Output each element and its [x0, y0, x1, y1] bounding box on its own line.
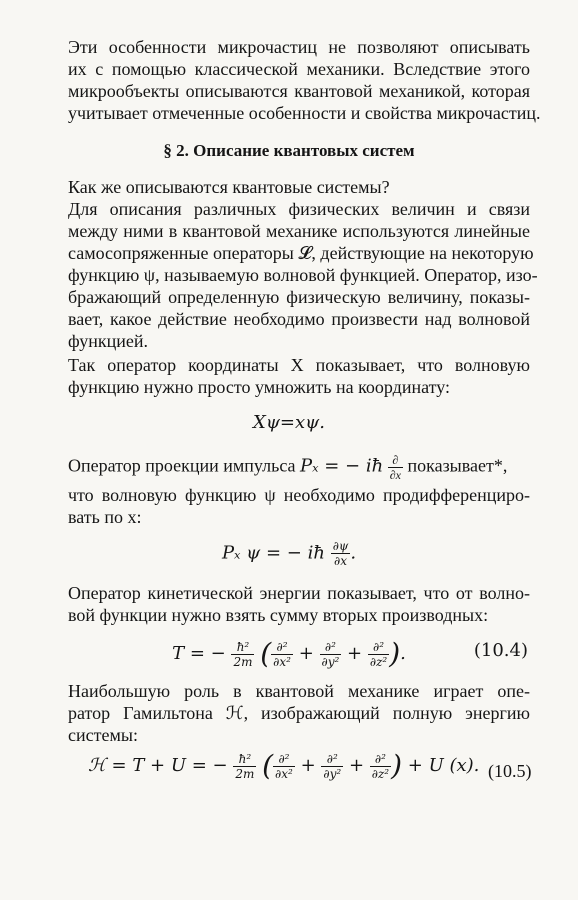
para1-line-4: функцию ψ, называемую волновой функцией. Оператор, изо- — [68, 265, 538, 285]
para1-line-5: бражающий определенную физическую величину, показы- — [68, 287, 530, 307]
equation-number-10-4: (10.4) — [473, 640, 528, 661]
intro-line-3: микрообъекты описываются квантовой механикой, которая — [68, 81, 530, 101]
fraction-d2-dy2: $\frac{\text{∂²}}{\text{∂y²}}$ — [321, 639, 340, 669]
question-line: Как же описываются квантовые системы? — [68, 177, 390, 197]
intro-line-4: учитывает отмеченные особенности и свойства микрочастиц. — [68, 103, 541, 123]
para1-line-6: вает, какое действие необходимо произвести над волновой — [68, 309, 530, 329]
equation-t-left: T = − — [172, 643, 226, 664]
fraction-d-dx: $\frac{\partial}{\partial x}$ — [389, 453, 401, 482]
fraction-d2-dx2: $\frac{\text{∂²}}{\text{∂x²}}$ — [273, 639, 291, 669]
para3-line-2: что волновую функцию ψ необходимо продифференциро- — [68, 485, 530, 505]
equation-number-10-5: (10.5) — [488, 761, 532, 781]
para1-line-1: Для описания различных физических величин и связи — [68, 199, 530, 219]
intro-line-2: их с помощью классической механики. Вследствие этого — [68, 59, 530, 79]
intro-line-1: Эти особенности микрочастиц не позволяют описывать — [68, 37, 530, 57]
para5-line-1: Наибольшую роль в квантовой механике играет опе- — [68, 681, 530, 701]
fraction-d2-dz2: $\frac{\text{∂²}}{\text{∂z²}}$ — [369, 639, 388, 669]
fraction-hbar2-2m-h: $\frac{\text{ħ²}}{2m}$ — [235, 751, 255, 781]
para1-line-2: между ними в квантовой механике используются линейные — [68, 221, 530, 241]
para3-text-b: показывает*, — [407, 455, 508, 476]
para4-line-1: Оператор кинетической энергии показывает, что от волно- — [68, 583, 530, 603]
equation-h-right: + U (x). — [407, 755, 480, 776]
fraction-d2-dx2-h: $\frac{\text{∂²}}{\text{∂x²}}$ — [275, 751, 293, 781]
para2-line-1: Так оператор координаты X показывает, что волновую — [68, 355, 530, 375]
momentum-operator: Pₓ = − iħ — [300, 455, 384, 477]
para3-text-a: Оператор проекции импульса — [68, 455, 296, 476]
para2-line-2: функцию нужно просто умножить на координату: — [68, 377, 451, 397]
fraction-d2-dz2-h: $\frac{\text{∂²}}{\text{∂z²}}$ — [371, 751, 390, 781]
para3-line-3: вать по x: — [68, 507, 142, 527]
para1-line-3: самосопряженные операторы 𝓛, действующие на некоторую — [68, 243, 534, 263]
equation-x: Xψ=xψ. — [253, 412, 325, 433]
fraction-d2-dy2-h: $\frac{\text{∂²}}{\text{∂y²}}$ — [323, 751, 342, 781]
equation-p-end: . — [350, 542, 357, 564]
para5-line-2: ратор Гамильтона ℋ, изображающий полную энергию — [68, 703, 530, 723]
fraction-dpsi-dx: $\frac{\partial\psi}{\partial x}$ — [332, 539, 349, 568]
para3-line-1 — [68, 454, 507, 481]
para1-line-7: функцией. — [68, 331, 148, 351]
equation-t: T = − $\frac{\text{ħ²}}{2m}$ ( $\frac{\text{∂²}}{\text{∂x²}}$ + $\frac{\text{∂²}}{\text{∂y²}}$ + $\frac{\text{∂²}}{\text{∂z²}}$ ). (10.4) — [172, 637, 528, 670]
equation-h-left: ℋ = T + U = − — [88, 755, 228, 776]
para5-line-3: системы: — [68, 725, 138, 745]
equation-p-left: Pₓ ψ = − iħ — [221, 542, 325, 564]
equation-p — [0, 540, 578, 567]
para4-line-2: вой функции нужно взять сумму вторых производных: — [68, 605, 489, 625]
fraction-hbar2-2m: $\frac{\text{ħ²}}{2m}$ — [233, 639, 253, 669]
equation-h: ℋ = T + U = − $\frac{\text{ħ²}}{2m}$ ( $\frac{\text{∂²}}{\text{∂x²}}$ + $\frac{\text{∂²}}{\text{∂y²}}$ + $\frac{\text{∂²}}{\text{∂z²}}$ ) + U (x). — [88, 749, 480, 782]
section-heading: § 2. Описание квантовых систем — [163, 141, 415, 160]
